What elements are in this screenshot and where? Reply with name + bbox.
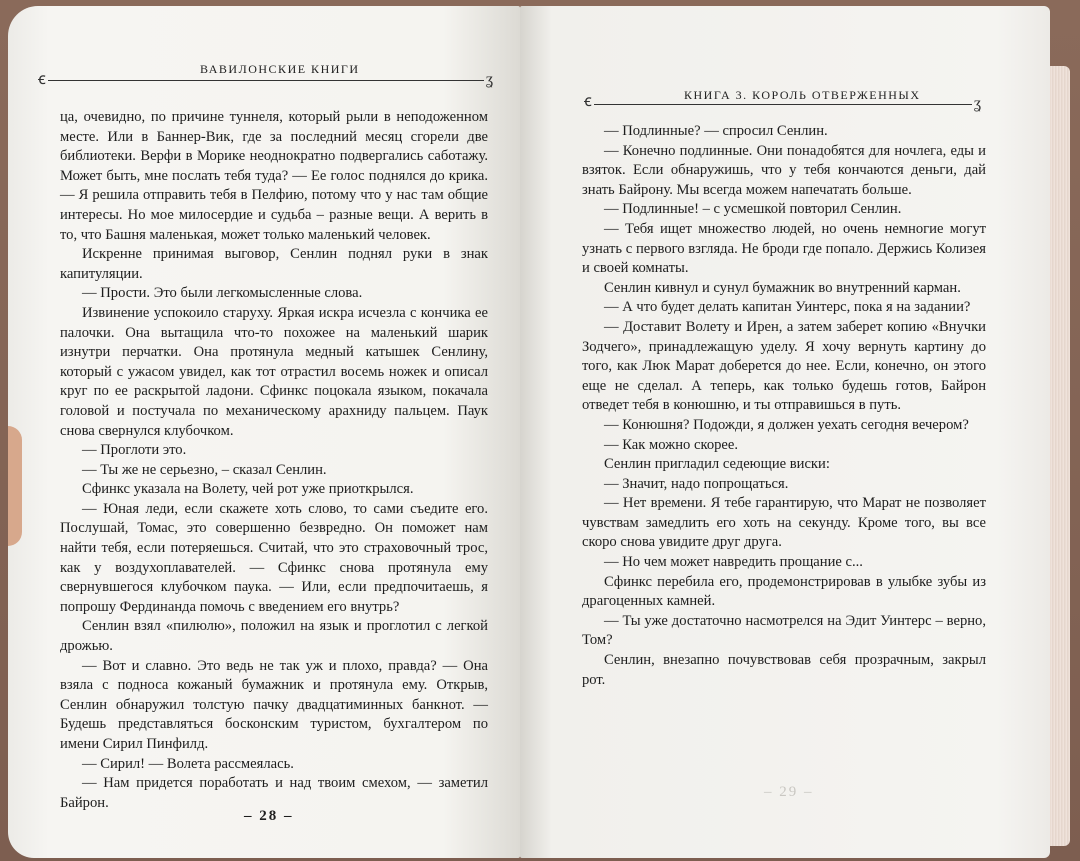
paragraph: — Конечно подлинные. Они понадобятся для ночлега, еды и взяток. Если обнаружишь, что у тебя кончаются деньги, дай знать Байрону. Мы всегда можем напечатать больше. xyxy=(582,142,986,198)
paragraph: — Доставит Волету и Ирен, а затем заберет копию «Внучки Зодчего», принадлежащую уделу. Я хочу вернуть картину до того, как Люк Марат доберется до нее. Если, конечно, он этого еще не сделал. А теперь, как только будешь готов, Байрон отведет тебя в конюшню, и ты отправишься в путь. xyxy=(582,318,986,414)
left-header-rule xyxy=(48,80,484,81)
left-running-head: ВАВИЛОНСКИЕ КНИГИ xyxy=(200,62,360,76)
left-page-text xyxy=(60,108,488,813)
right-ornament-end: ʓ xyxy=(974,95,982,112)
left-ornament-start: ꞓ xyxy=(38,71,46,88)
paragraph: — Проглоти это. xyxy=(82,442,187,459)
left-ornament-end: ʓ xyxy=(486,71,494,88)
thumb xyxy=(8,426,22,546)
paragraph: Извинение успокоило старуху. Яркая искра исчезла с кончика ее палочки. Она вытащила что-то похожее на маленький шарик изнутри перчатки. Она протянула медный катышек Сенлину, который с ужасом увидел, как тот отрастил восемь ножек и описал круг по ее раскрытой ладони. Сфинкс поцокала языком, покачала головой и постучала по механическому арахниду пальцем. Паук снова свернулся клубочком. xyxy=(60,304,488,439)
paragraph: Сенлин кивнул и сунул бумажник во внутренний карман. xyxy=(604,279,961,296)
paragraph: Сфинкс перебила его, продемонстрировав в улыбке зубы из драгоценных камней. xyxy=(582,573,986,610)
right-page-number: – 29 – xyxy=(764,784,814,800)
paragraph: — Значит, надо попрощаться. xyxy=(604,475,789,492)
paragraph: Сенлин пригладил седеющие виски: xyxy=(604,456,830,473)
paragraph: Искренне принимая выговор, Сенлин поднял руки в знак капитуляции. xyxy=(60,246,488,282)
paragraph: Сенлин, внезапно почувствовав себя прозрачным, закрыл рот. xyxy=(582,652,986,688)
paragraph: — Нет времени. Я тебе гарантирую, что Марат не позволяет чувствам замедлить его хоть на секунду. Кроме того, вы все скоро снова увидите друг друга. xyxy=(582,495,986,551)
paragraph: — А что будет делать капитан Уинтерс, пока я на задании? xyxy=(604,299,971,316)
paragraph: Сенлин взял «пилюлю», положил на язык и проглотил с легкой дрожью. xyxy=(60,618,488,655)
paragraph: — Подлинные? — спросил Сенлин. xyxy=(604,123,828,139)
paragraph: — Тебя ищет множество людей, но очень немногие могут узнать с первого взгляда. Не броди где попало. Держись Колизея и своей комнаты. xyxy=(582,220,986,277)
paragraph: — Сирил! — Волета рассмеялась. xyxy=(82,755,294,772)
open-book xyxy=(8,6,1070,858)
paragraph: — Но чем может навредить прощание с... xyxy=(604,554,863,571)
paragraph: — Как можно скорее. xyxy=(604,436,739,453)
paragraph: — Вот и славно. Это ведь не так уж и плохо, правда? — Она взяла с подноса кожаный бумажник и протянула ему. Открыв, Сенлин обнаружил толстую пачку двадцатиминных банкнот. — Будешь представляться босконским туристом, бухгалтером по имени Сирил Пинфилд. xyxy=(60,657,488,752)
right-page-text xyxy=(582,122,986,690)
page-edges xyxy=(1050,66,1070,846)
paragraph: Сфинкс указала на Волету, чей рот уже приоткрылся. xyxy=(82,481,414,498)
left-page xyxy=(8,6,520,858)
paragraph: — Подлинные! – с усмешкой повторил Сенлин. xyxy=(604,201,902,218)
left-page-number: – 28 – xyxy=(244,808,294,824)
paragraph: — Прости. Это были легкомысленные слова. xyxy=(82,285,363,302)
paragraph: ца, очевидно, по причине туннеля, который рыли в неподоженном месте. Или в Баннер-Вик, где за последний месяц сгорели две библиотеки. Верфи в Морике неоднократно подвергались саботажу. Может быть, мне послать тебя туда? — Ее голос поднялся до крика. — Я решила отправить тебя в Пелфию, потому что у нас там общие интересы. Но мое милосердие и судьба – разные вещи. А верить в то, что Башня маленькая, может только маленький человек. xyxy=(60,109,488,243)
paragraph: — Ты уже достаточно насмотрелся на Эдит Уинтерс – верно, Том? xyxy=(582,612,986,649)
right-running-head: КНИГА 3. КОРОЛЬ ОТВЕРЖЕННЫХ xyxy=(684,88,921,102)
paragraph: — Конюшня? Подожди, я должен уехать сегодня вечером? xyxy=(604,416,969,433)
paragraph: — Ты же не серьезно, – сказал Сенлин. xyxy=(82,461,327,478)
paragraph: — Нам придется поработать и над твоим смехом, — заметил Байрон. xyxy=(60,775,488,811)
right-header-rule xyxy=(594,104,972,105)
paragraph: — Юная леди, если скажете хоть слово, то сами съедите его. Послушай, Томас, это совершенно безвредно. Он поможет нам найти тебя, если потеряешься. Считай, что это страховочный трос, как у воздухоплавателей. — Сфинкс снова протянула ему свернувшегося клубочком паука. — Или, если предпочитаешь, я попрошу Фердинанда помочь с введением его внутрь? xyxy=(60,500,488,615)
right-ornament-start: ꞓ xyxy=(584,93,592,110)
right-page xyxy=(520,6,1050,858)
